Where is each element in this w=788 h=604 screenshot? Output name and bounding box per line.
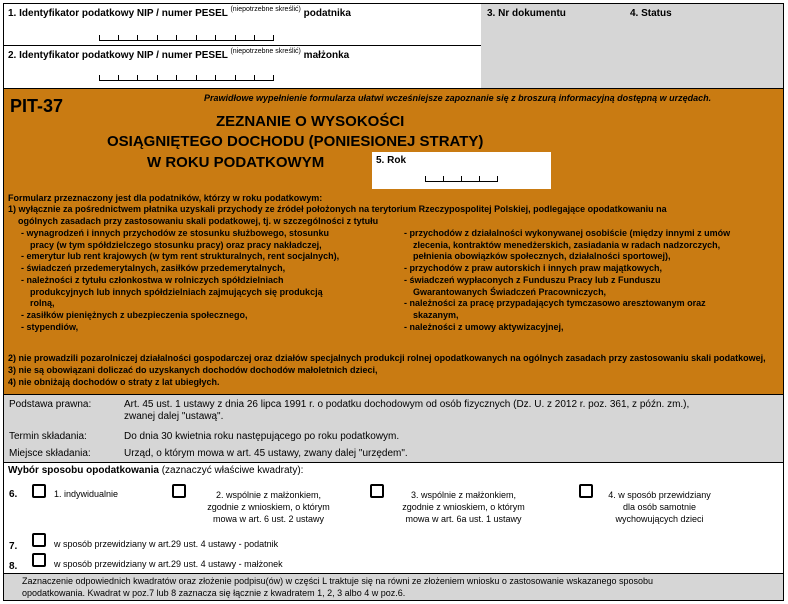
form-title-line2: OSIĄGNIĘTEGO DOCHODU (PONIESIONEJ STRATY)	[107, 133, 484, 150]
right-item: - przychodów z działalności wykonywanej osobiście (między innymi z umów zlecenia, kontraktów menedżerskich, zasiadania w radach nadzorczych, pełnienia obowiązków społecznych, działalności sportowej),	[404, 228, 731, 262]
point-4: 4) nie obniżają dochodów o straty z lat ubiegłych.	[8, 377, 220, 387]
footer-line2: opodatkowania. Kwadrat w poz.7 lub 8 zaznacza się łącznie z kwadratem 1, 2, 3 albo 4 w poz.6.	[22, 588, 406, 598]
option-joint-art6-label: 2. wspólnie z małżonkiem, zgodnie z wnioskiem, o którym mowa w art. 6 ust. 2 ustawy	[207, 490, 330, 524]
year-tickline	[425, 176, 498, 182]
field-nip-taxpayer[interactable]	[4, 4, 482, 46]
nip-spouse-tickline	[99, 75, 274, 81]
option-individual-checkbox[interactable]	[32, 484, 46, 498]
field-nip-spouse-label: 2. Identyfikator podatkowy NIP / numer PESEL $^{(niepotrzebne skreślić)}$ małżonka	[8, 48, 350, 61]
tax-method-footer	[4, 574, 783, 600]
option-single-parent-label: 4. w sposób przewidziany dla osób samotnie wychowujących dzieci	[608, 490, 711, 524]
left-item: - świadczeń przedemerytalnych, zasiłków przedemerytalnych,	[21, 263, 286, 274]
field-document-number	[481, 4, 625, 89]
point-1-line2: ogólnych zasadach przy zastosowaniu skali podatkowej, tj. w szczególności z tytułu	[18, 216, 379, 226]
intro-text: Formularz przeznaczony jest dla podatników, którzy w roku podatkowym:	[8, 193, 323, 203]
divider	[4, 394, 783, 395]
field-nip-taxpayer-label: 1. Identyfikator podatkowy NIP / numer PESEL $^{(niepotrzebne skreślić)}$ podatnika	[8, 6, 351, 19]
left-item: - wynagrodzeń i innych przychodów ze stosunku służbowego, stosunku pracy (w tym spółdzielczego stosunku pracy) oraz pracy nakładczej,	[21, 228, 330, 250]
place-label: Miejsce składania:	[9, 448, 91, 459]
field-nip-spouse[interactable]	[4, 45, 482, 89]
right-item: - świadczeń wypłaconych z Funduszu Pracy lub z Funduszu Gwarantowanych Świadczeń Pracowniczych,	[404, 274, 661, 297]
document-number-label: 3. Nr dokumentu	[487, 8, 566, 19]
left-item: - stypendiów,	[21, 321, 79, 332]
option-joint-art6a-label: 3. wspólnie z małżonkiem, zgodnie z wnioskiem, o którym mowa w art. 6a ust. 1 ustawy	[402, 490, 525, 524]
pit37-form	[3, 3, 784, 601]
form-title-line1: ZEZNANIE O WYSOKOŚCI	[216, 113, 405, 130]
option-individual-label: 1. indywidualnie	[54, 489, 119, 499]
left-income-list	[21, 228, 406, 333]
option-art29-taxpayer-checkbox[interactable]	[32, 533, 46, 547]
right-item: - należności z umowy aktywizacyjnej,	[404, 321, 564, 332]
footer-line1: Zaznaczenie odpowiednich kwadratów oraz złożenie podpisu(ów) w części L traktuje się na równi ze złożeniem wniosku o zastosowanie wskazanego sposobu	[22, 576, 653, 586]
row7-number: 7.	[9, 541, 18, 552]
year-label: 5. Rok	[376, 155, 407, 166]
option-joint-art6-checkbox[interactable]	[172, 484, 186, 498]
right-item: - przychodów z praw autorskich i innych praw majątkowych,	[404, 263, 663, 274]
field-year[interactable]	[372, 152, 551, 189]
form-info-block	[4, 89, 783, 394]
point-2: 2) nie prowadzili pozarolniczej działalności gospodarczej oraz działów specjalnych produkcji rolnej opodatkowanych na ogólnych zasadach przy zastosowaniu skali podatkowej,	[8, 353, 766, 363]
form-hint: Prawidłowe wypełnienie formularza ułatwi wcześniejsze zapoznanie się z broszurą informacyjną dostępną w urzędach.	[204, 93, 712, 103]
option-joint-art6a-checkbox[interactable]	[370, 484, 384, 498]
field-status	[624, 4, 783, 89]
form-code: PIT-37	[10, 96, 64, 116]
option-art29-spouse-label: w sposób przewidziany w art.29 ust. 4 ustawy - małżonek	[54, 559, 283, 569]
status-label: 4. Status	[630, 8, 672, 19]
deadline-label: Termin składania:	[9, 431, 87, 442]
right-income-list	[404, 228, 779, 333]
left-item: - emerytur lub rent krajowych (w tym rent strukturalnych, rent socjalnych),	[21, 251, 340, 262]
basis-text-line2: zwanej dalej "ustawą".	[124, 411, 224, 422]
option-art29-taxpayer-label: w sposób przewidziany w art.29 ust. 4 ustawy - podatnik	[54, 539, 279, 549]
place-text: Urząd, o którym mowa w art. 45 ustawy, zwany dalej "urzędem".	[124, 448, 408, 459]
option-single-parent-checkbox[interactable]	[579, 484, 593, 498]
deadline-text: Do dnia 30 kwietnia roku następującego po roku podatkowym.	[124, 431, 400, 442]
point-3: 3) nie są obowiązani doliczać do uzyskanych dochodów dochodów małoletnich dzieci,	[8, 365, 378, 375]
right-item: - należności za pracę przypadających tymczasowo aresztowanym oraz skazanym,	[404, 298, 706, 320]
left-item: - zasiłków pieniężnych z ubezpieczenia społecznego,	[21, 309, 248, 320]
tax-method-section	[4, 463, 783, 573]
row8-number: 8.	[9, 561, 18, 572]
basis-label: Podstawa prawna:	[9, 399, 92, 410]
nip-taxpayer-tickline	[99, 35, 274, 41]
point-1-line1: 1) wyłącznie za pośrednictwem płatnika uzyskali przychody ze źródeł położonych na terytorium Rzeczypospolitej Polskiej, podlegające opodatkowaniu na	[8, 204, 667, 214]
form-title-line3: W ROKU PODATKOWYM	[147, 154, 325, 171]
legal-info-block	[4, 394, 783, 463]
left-item: - należności z tytułu członkostwa w rolniczych spółdzielniach produkcyjnych lub innych spółdzielniach zajmujących się produkcją rolną,	[21, 274, 323, 309]
basis-text-line1: Art. 45 ust. 1 ustawy z dnia 26 lipca 1991 r. o podatku dochodowym od osób fizycznych (Dz. U. z 2012 r. poz. 361, z późn. zm.),	[124, 399, 690, 410]
tax-method-title: Wybór sposobu opodatkowania (zaznaczyć właściwe kwadraty):	[8, 465, 304, 476]
row6-number: 6.	[9, 489, 18, 500]
option-art29-spouse-checkbox[interactable]	[32, 553, 46, 567]
